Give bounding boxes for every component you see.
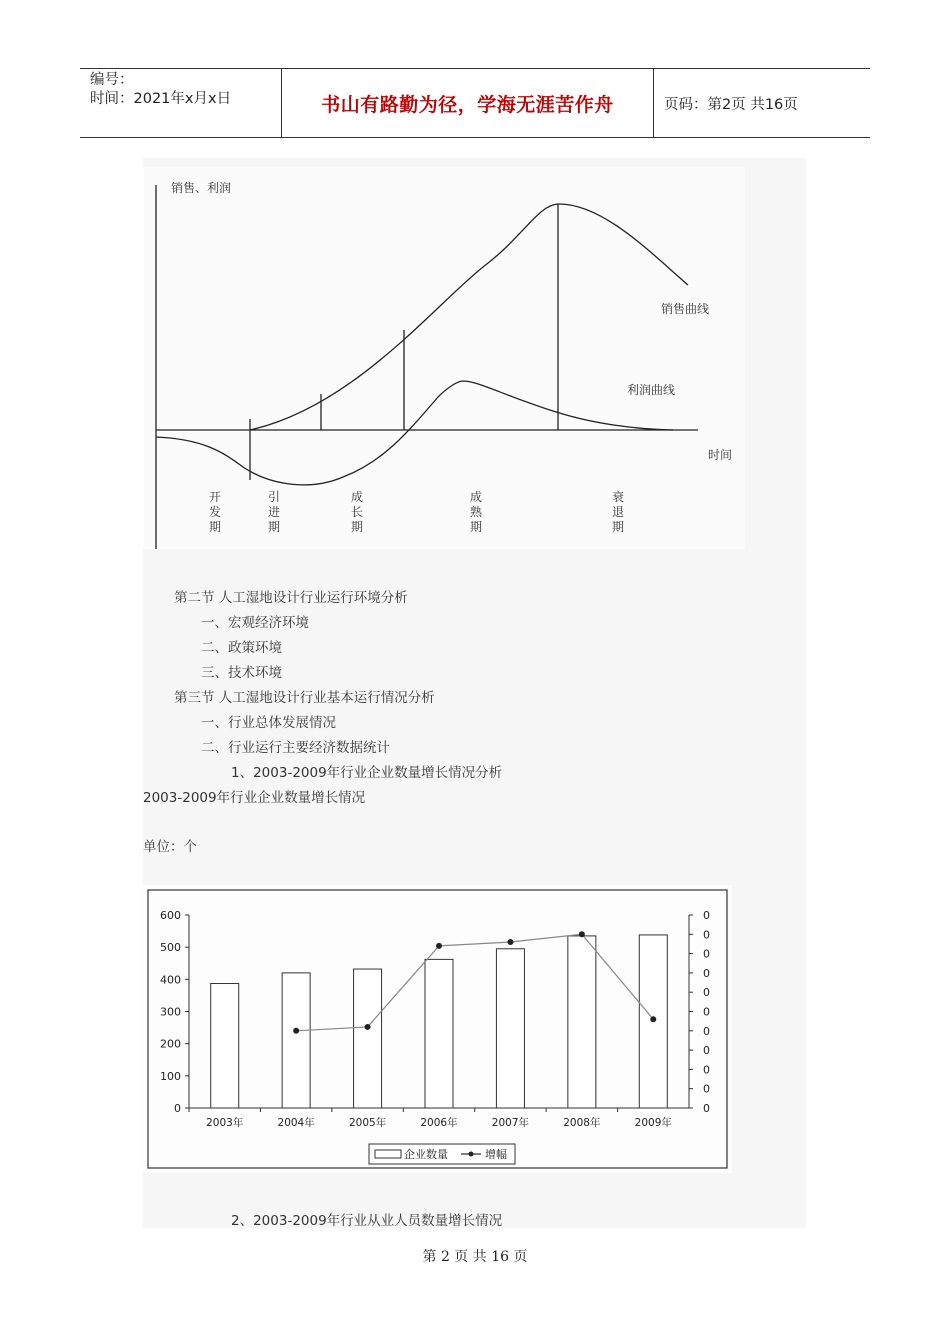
- life-cycle-figure: [143, 167, 745, 549]
- y-tick-label: 200: [160, 1037, 181, 1051]
- stage-label-char: 成: [350, 490, 364, 504]
- stage-label-char: 进: [267, 505, 281, 519]
- y2-tick-label: 0: [703, 986, 710, 1000]
- stage-label-char: 成: [469, 490, 483, 504]
- page-header: [80, 68, 870, 138]
- growth-point: [365, 1024, 371, 1030]
- bar: [354, 969, 382, 1108]
- enterprise-count-chart: [143, 885, 732, 1173]
- outline-item: 二、政策环境: [201, 640, 282, 656]
- stage-label-char: 发: [208, 505, 222, 519]
- stage-label-char: 开: [208, 490, 222, 504]
- section-heading-2: 第二节 人工湿地设计行业运行环境分析: [174, 590, 408, 606]
- chart-legend: [369, 1144, 515, 1164]
- x-axis-label: 时间: [708, 448, 733, 462]
- outline-subitem: 1、2003-2009年行业企业数量增长情况分析: [231, 765, 503, 781]
- y2-tick-label: 0: [703, 1024, 710, 1038]
- y-tick-label: 600: [160, 909, 181, 922]
- outline-item: 三、技术环境: [201, 665, 282, 681]
- x-tick-label: 2008年: [563, 1117, 601, 1129]
- stage-label-char: 期: [350, 520, 364, 534]
- y2-tick-label: 0: [703, 947, 710, 961]
- header-motto: 书山有路勤为径，学海无涯苦作舟: [282, 69, 654, 137]
- x-tick-label: 2006年: [420, 1117, 458, 1129]
- bar: [282, 973, 310, 1108]
- y2-tick-label: 0: [703, 1063, 710, 1077]
- legend-label: 企业数量: [404, 1148, 448, 1161]
- growth-point: [436, 943, 442, 949]
- life-cycle-diagram: [143, 167, 745, 549]
- bar: [425, 959, 453, 1108]
- x-tick-label: 2005年: [348, 1117, 387, 1129]
- header-page-info: 页码：第2页 共16页: [664, 96, 798, 113]
- outline-item: 一、行业总体发展情况: [201, 715, 336, 731]
- outline-subitem: 2、2003-2009年行业从业人员数量增长情况: [231, 1213, 503, 1229]
- section-heading-3: 第三节 人工湿地设计行业基本运行情况分析: [174, 690, 435, 706]
- stage-label-char: 熟: [469, 505, 483, 519]
- y-tick-label: 400: [160, 973, 181, 987]
- legend-bar-swatch: [375, 1150, 401, 1158]
- x-tick-label: 2003年: [206, 1117, 244, 1129]
- y2-tick-label: 0: [703, 1005, 710, 1019]
- stage-label-char: 长: [350, 505, 364, 519]
- y-tick-label: 500: [160, 941, 181, 955]
- bar: [496, 949, 524, 1108]
- stage-label-char: 期: [208, 520, 222, 534]
- y2-tick-label: 0: [703, 1044, 710, 1058]
- x-tick-label: 2007年: [491, 1117, 530, 1129]
- outline-item: 一、宏观经济环境: [201, 615, 309, 631]
- profit-curve-label: 利润曲线: [627, 383, 676, 397]
- y2-tick-label: 0: [703, 1102, 710, 1115]
- growth-point: [293, 1028, 299, 1034]
- x-tick-label: 2004年: [277, 1117, 315, 1129]
- outline-item: 二、行业运行主要经济数据统计: [201, 740, 390, 756]
- bar: [211, 984, 239, 1108]
- growth-point: [507, 939, 513, 945]
- header-meta: [80, 69, 282, 137]
- bar: [568, 936, 596, 1108]
- page-footer: 第 2 页 共 16 页: [422, 1249, 528, 1265]
- stage-label-char: 退: [611, 505, 625, 519]
- profit-curve: [156, 381, 676, 485]
- stage-label-char: 期: [611, 520, 625, 534]
- chart-caption: 2003-2009年行业企业数量增长情况: [143, 790, 366, 806]
- stage-label-char: 期: [267, 520, 281, 534]
- y-tick-label: 0: [174, 1102, 181, 1115]
- stage-label-char: 引: [267, 490, 281, 504]
- legend-line-marker: [469, 1152, 474, 1157]
- enterprise-count-svg: [143, 885, 732, 1173]
- x-tick-label: 2009年: [634, 1117, 672, 1129]
- y2-tick-label: 0: [703, 909, 710, 922]
- legend-label: 增幅: [485, 1148, 507, 1161]
- y2-tick-label: 0: [703, 1082, 710, 1096]
- time-label: 时间：2021年x月x日: [90, 91, 232, 107]
- growth-point: [579, 931, 585, 937]
- y-tick-label: 100: [160, 1069, 181, 1083]
- sales-curve-label: 销售曲线: [661, 302, 710, 316]
- y-axis-label: 销售、利润: [171, 181, 232, 195]
- y-tick-label: 300: [160, 1005, 181, 1019]
- y2-tick-label: 0: [703, 966, 710, 980]
- unit-label: 单位：个: [143, 839, 197, 855]
- sales-curve: [250, 204, 688, 430]
- stage-label-char: 衰: [611, 490, 625, 504]
- growth-point: [650, 1016, 656, 1022]
- y2-tick-label: 0: [703, 928, 710, 942]
- growth-line: [296, 934, 653, 1031]
- stage-label-char: 期: [469, 520, 483, 534]
- serial-label: 编号：: [90, 72, 134, 88]
